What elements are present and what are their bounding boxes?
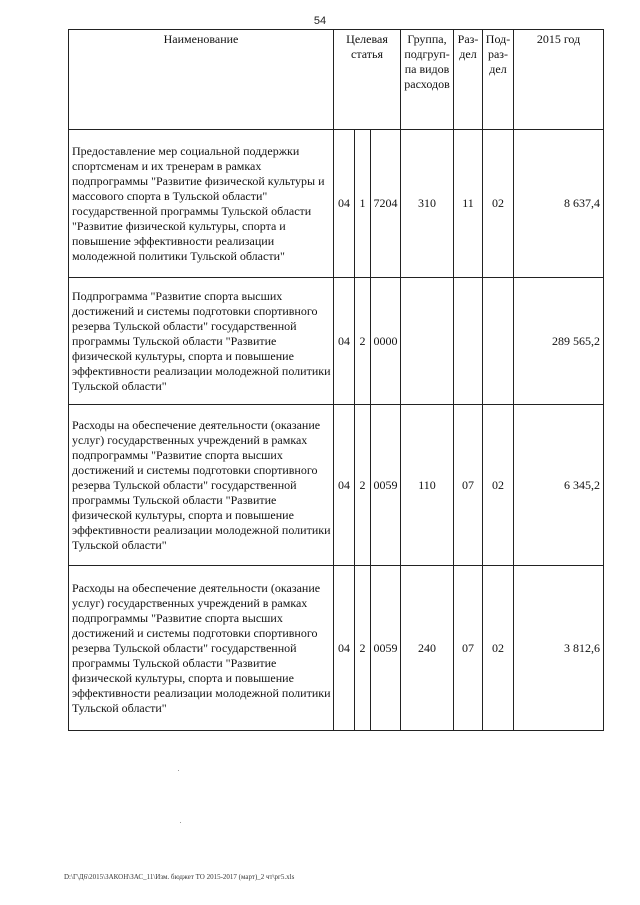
table-row	[69, 405, 604, 566]
header-subsection: Под-раз-дел	[483, 30, 514, 130]
row-subprogram-code: 2	[355, 405, 371, 566]
row-direction-code: 0000	[371, 278, 401, 405]
header-year-2015: 2015 год	[514, 30, 604, 130]
row-direction-code: 7204	[371, 130, 401, 278]
row-program-code: 04	[334, 278, 355, 405]
row-amount: 289 565,2	[514, 278, 604, 405]
row-program-code: 04	[334, 566, 355, 731]
page-number: 54	[313, 15, 327, 27]
row-subprogram-code: 2	[355, 566, 371, 731]
row-amount: 6 345,2	[514, 405, 604, 566]
row-direction-code: 0059	[371, 405, 401, 566]
scan-speck	[180, 822, 181, 823]
row-subsection: 02	[483, 566, 514, 731]
row-program-code: 04	[334, 130, 355, 278]
row-section: 07	[454, 405, 483, 566]
row-subsection	[483, 278, 514, 405]
budget-table	[68, 29, 604, 731]
row-section: 07	[454, 566, 483, 731]
row-expense-group	[401, 278, 454, 405]
row-name: Расходы на обеспечение деятельности (оказание услуг) государственных учреждений в рамках подпрограммы "Развитие спорта высших достижений и системы подготовки спортивного резерва Тульской области" государственной программы Тульской области "Развитие физической культуры, спорта и повышение эффективности реализации молодежной политики Тульской области"	[69, 405, 334, 566]
row-expense-group: 110	[401, 405, 454, 566]
row-subsection: 02	[483, 130, 514, 278]
header-section: Раз-дел	[454, 30, 483, 130]
table-row	[69, 566, 604, 731]
footer-file-path: D:\Г\Д6\2015\ЗАКОН\ЗАС_11\Изм. бюджет ТО 2015-2017 (март)_2 чт\рг5.xls	[64, 873, 295, 881]
scan-speck	[178, 770, 179, 771]
row-subprogram-code: 2	[355, 278, 371, 405]
table-row	[69, 130, 604, 278]
row-expense-group: 310	[401, 130, 454, 278]
row-name: Расходы на обеспечение деятельности (оказание услуг) государственных учреждений в рамках подпрограммы "Развитие спорта высших достижений и системы подготовки спортивного резерва Тульской области" государственной программы Тульской области "Развитие физической культуры, спорта и повышение эффективности реализации молодежной политики Тульской области"	[69, 566, 334, 731]
row-subsection: 02	[483, 405, 514, 566]
row-section: 11	[454, 130, 483, 278]
row-direction-code: 0059	[371, 566, 401, 731]
row-name: Предоставление мер социальной поддержки спортсменам и их тренерам в рамках подпрограммы "Развитие физической культуры и массового спорта в Тульской области" государственной программы Тульской области "Развитие физической культуры, спорта и повышение эффективности реализации молодежной политики Тульской области"	[69, 130, 334, 278]
row-section	[454, 278, 483, 405]
row-amount: 8 637,4	[514, 130, 604, 278]
header-target-article: Целевая статья	[334, 30, 401, 130]
header-name: Наименование	[69, 30, 334, 130]
header-expense-group: Группа, подгруп-па видов расходов	[401, 30, 454, 130]
row-subprogram-code: 1	[355, 130, 371, 278]
row-expense-group: 240	[401, 566, 454, 731]
table-row	[69, 278, 604, 405]
row-amount: 3 812,6	[514, 566, 604, 731]
row-program-code: 04	[334, 405, 355, 566]
row-name: Подпрограмма "Развитие спорта высших достижений и системы подготовки спортивного резерва Тульской области" государственной программы Тульской области "Развитие физической культуры, спорта и повышение эффективности реализации молодежной политики Тульской области"	[69, 278, 334, 405]
